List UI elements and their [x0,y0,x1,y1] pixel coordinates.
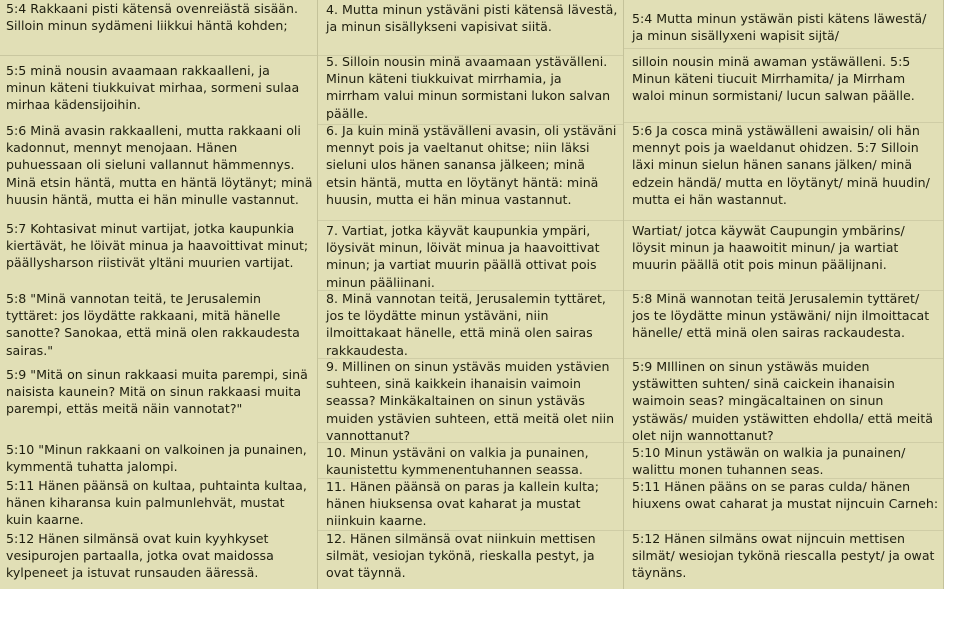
verse-5-5: 5:5 minä nousin avaamaan rakkaalleni, ja minun käteni tiukkuivat mirhaa, sormeni sulaa mirhaa kädensijoihin. [6,63,300,113]
column-biblia-1642 [624,0,944,589]
verse-5-11-old: 5:11 Hänen pääns on se paras culda/ hänen hiuxens owat caharat ja mustat nijncuin Carneh: [632,479,939,512]
verse-5-12: 5:12 Hänen silmänsä ovat kuin kyyhkyset vesipurojen partaalla, jotka ovat maidossa kylpeneet ja istuvat runsauden ääressä. [6,531,274,581]
verse-5-9-old: 5:9 MIllinen on sinun ystäwäs muiden ystäwitten suhten/ sinä caickein ihanaisin waimoin seas? mingäcaltainen on sinun ystäwäs/ muiden ystäwitten ehdolla/ että meitä olet nijn wannottanut? [632,359,933,443]
verse-5-6-7-old: 5:6 Ja cosca minä ystäwälleni awaisin/ oli hän mennyt pois ja waeldanut ohidzen. 5:7 Silloin läxi minun sielun hänen sanans jälken/ minä edzein händä/ mutta en löytänyt/ minä huudin/ mutta ei hän wastannut. [632,123,930,207]
verse-12: 12. Hänen silmänsä ovat niinkuin mettisen silmät, vesiojan tykönä, rieskalla pestyt, ja ovat täynnä. [326,531,596,581]
verse-5-12-old: 5:12 Hänen silmäns owat nijncuin mettisen silmät/ wesiojan tykönä riescalla pestyt/ ja owat täynäns. [632,531,935,581]
verse-5-10: 5:10 "Minun rakkaani on valkoinen ja punainen, kymmentä tuhatta jalompi. [6,442,307,475]
verse-5-11: 5:11 Hänen päänsä on kultaa, puhtainta kultaa, hänen kiharansa kuin palmunlehvät, mustat kuin kaarne. [6,478,307,528]
verse-7: 7. Vartiat, jotka käyvät kaupunkia ympäri, löysivät minun, löivät minua ja haavoittivat minun; ja vartiat muurin päällä ottivat pois minun pääliinani. [326,223,600,290]
verse-11: 11. Hänen päänsä on paras ja kallein kulta; hänen hiuksensa ovat kaharat ja mustat niinkuin kaarne. [326,479,600,529]
verse-5-4: 5:4 Rakkaani pisti kätensä ovenreiästä sisään. Silloin minun sydämeni liikkui häntä kohden; [6,1,298,34]
verse-5-6: 5:6 Minä avasin rakkaalleni, mutta rakkaani oli kadonnut, mennyt menojaan. Hänen puhuessaan oli sieluni vallannut hämmennys. Minä etsin häntä, mutta en häntä löytänyt; minä huusin häntä, mutta ei hän minulle vastannut. [6,123,313,207]
verse-8: 8. Minä vannotan teitä, Jerusalemin tyttäret, jos te löydätte minun ystäväni, niin ilmoittakaat hänelle, että minä olen sairas rakkaudesta. [326,291,606,358]
verse-10: 10. Minun ystäväni on valkia ja punainen, kaunistettu kymmenentuhannen seassa. [326,445,589,478]
verse-4: 4. Mutta minun ystäväni pisti kätensä lävestä, ja minun sisällykseni vapisivat siitä. [326,2,618,35]
verse-5-8-old: 5:8 Minä wannotan teitä Jerusalemin tyttäret/ jos te löydätte minun ystäwäni/ nijn ilmoittacat hänelle/ että minä olen sairas rackaudesta. [632,291,930,341]
verse-5: 5. Silloin nousin minä avaamaan ystävälleni. Minun käteni tiukkuivat mirrhamia, ja mirrham valui minun sormistani lukon salvan päälle. [326,54,611,121]
verse-5-7: 5:7 Kohtasivat minut vartijat, jotka kaupunkia kiertävät, he löivät minua ja haavoittivat minut; päällysharson riistivät yltäni muurien vartijat. [6,221,309,271]
verse-5-4-old: 5:4 Mutta minun ystäwän pisti kätens läwestä/ ja minun sisällyxeni wapisit sijtä/ [632,11,927,44]
verse-5-10-old: 5:10 Minun ystäwän on walkia ja punainen/ walittu monen tuhannen seas. [632,445,906,478]
verse-6: 6. Ja kuin minä ystävälleni avasin, oli ystäväni mennyt pois ja vaeltanut ohitse; niin läksi sieluni ulos hänen sanansa jälkeen; minä etsin häntä, mutta en löytänyt häntä: minä huusin, mutta ei hän minua vastannut. [326,123,617,207]
verse-9: 9. Millinen on sinun ystäväs muiden ystävien suhteen, sinä kaikkein ihanaisin vaimoin seassa? Minkäkaltainen on sinun ystäväs muiden ystävien suhteen, että meitä olet niin vannottanut? [326,359,615,443]
verse-5-9: 5:9 "Mitä on sinun rakkaasi muita parempi, sinä naisista kaunein? Mitä on sinun rakkaasi muita parempi, ettäs meitä näin vannotat?" [6,367,308,417]
column-biblia-1776 [318,0,624,589]
verse-5-5-old: silloin nousin minä awaman ystäwälleni. 5:5 Minun käteni tiucuit Mirrhamita/ ja Mirrham waloi minun sormistani/ lucun salwan päälle. [632,54,915,104]
column-modern-finnish [0,0,318,589]
verse-5-8: 5:8 "Minä vannotan teitä, te Jerusalemin tyttäret: jos löydätte rakkaani, mitä hänelle sanotte? Sanokaa, että minä olen rakkaudesta sairas." [6,291,300,358]
verse-wartiat-old: Wartiat/ jotca käywät Caupungin ymbärins/ löysit minun ja haawoitit minun/ ja wartiat muurin päällä otit pois minun päälijnani. [632,223,905,273]
